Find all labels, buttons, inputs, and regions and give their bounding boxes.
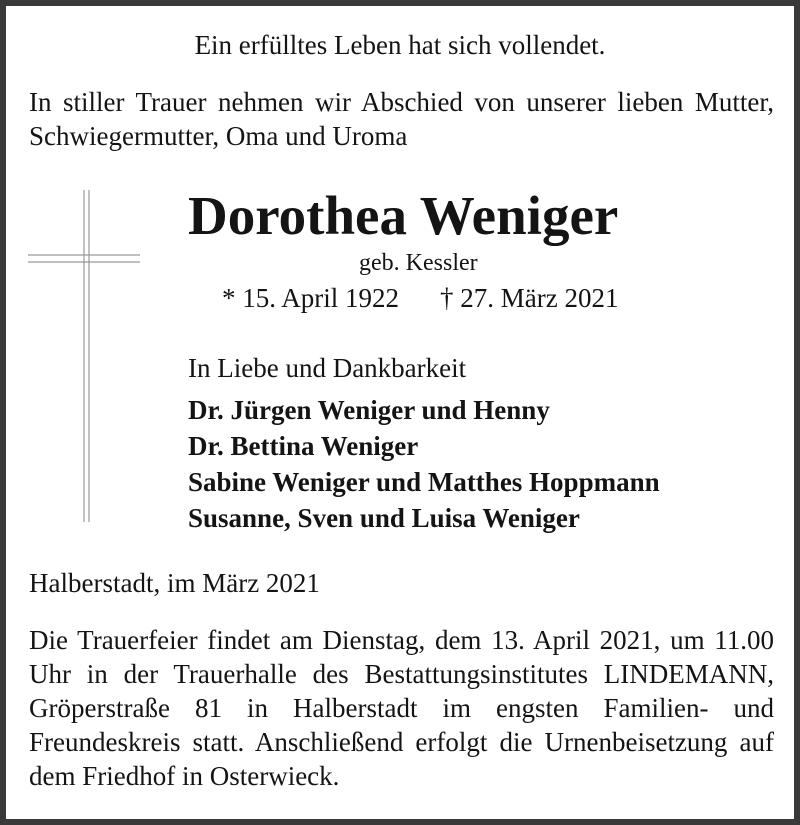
mourner-name: Dr. Jürgen Weniger und Henny — [188, 395, 550, 425]
ceremony-text: Die Trauerfeier findet am Dienstag, dem 13. April 2021, um 11.00 Uhr in der Trauerhalle des Bestattungsinstitutes LINDEMANN, Gröperstraße 81 in Halberstadt im engsten Familien- und Freundeskreis statt. Anschließend erfolgt die Urnenbeisetzung auf dem Friedhof in Osterwieck. — [29, 625, 774, 791]
mourner-name: Dr. Bettina Weniger — [188, 431, 419, 461]
birth-date: * 15. April 1922 — [222, 283, 400, 313]
gratitude-line: In Liebe und Dankbarkeit — [188, 353, 467, 383]
mourner-name: Susanne, Sven und Luisa Weniger — [188, 503, 580, 533]
maiden-name: geb. Kessler — [359, 250, 478, 276]
intro-line: Ein erfülltes Leben hat sich vollendet. — [194, 30, 606, 60]
deceased-name: Dorothea Weniger — [188, 185, 619, 246]
mourner-name: Sabine Weniger und Matthes Hoppmann — [188, 467, 660, 497]
death-date: † 27. März 2021 — [440, 283, 619, 313]
farewell-text: In stiller Trauer nehmen wir Abschied von unserer lieben Mutter, Schwiegermutter, Oma und Uroma — [29, 87, 774, 151]
place-date: Halberstadt, im März 2021 — [29, 568, 320, 598]
